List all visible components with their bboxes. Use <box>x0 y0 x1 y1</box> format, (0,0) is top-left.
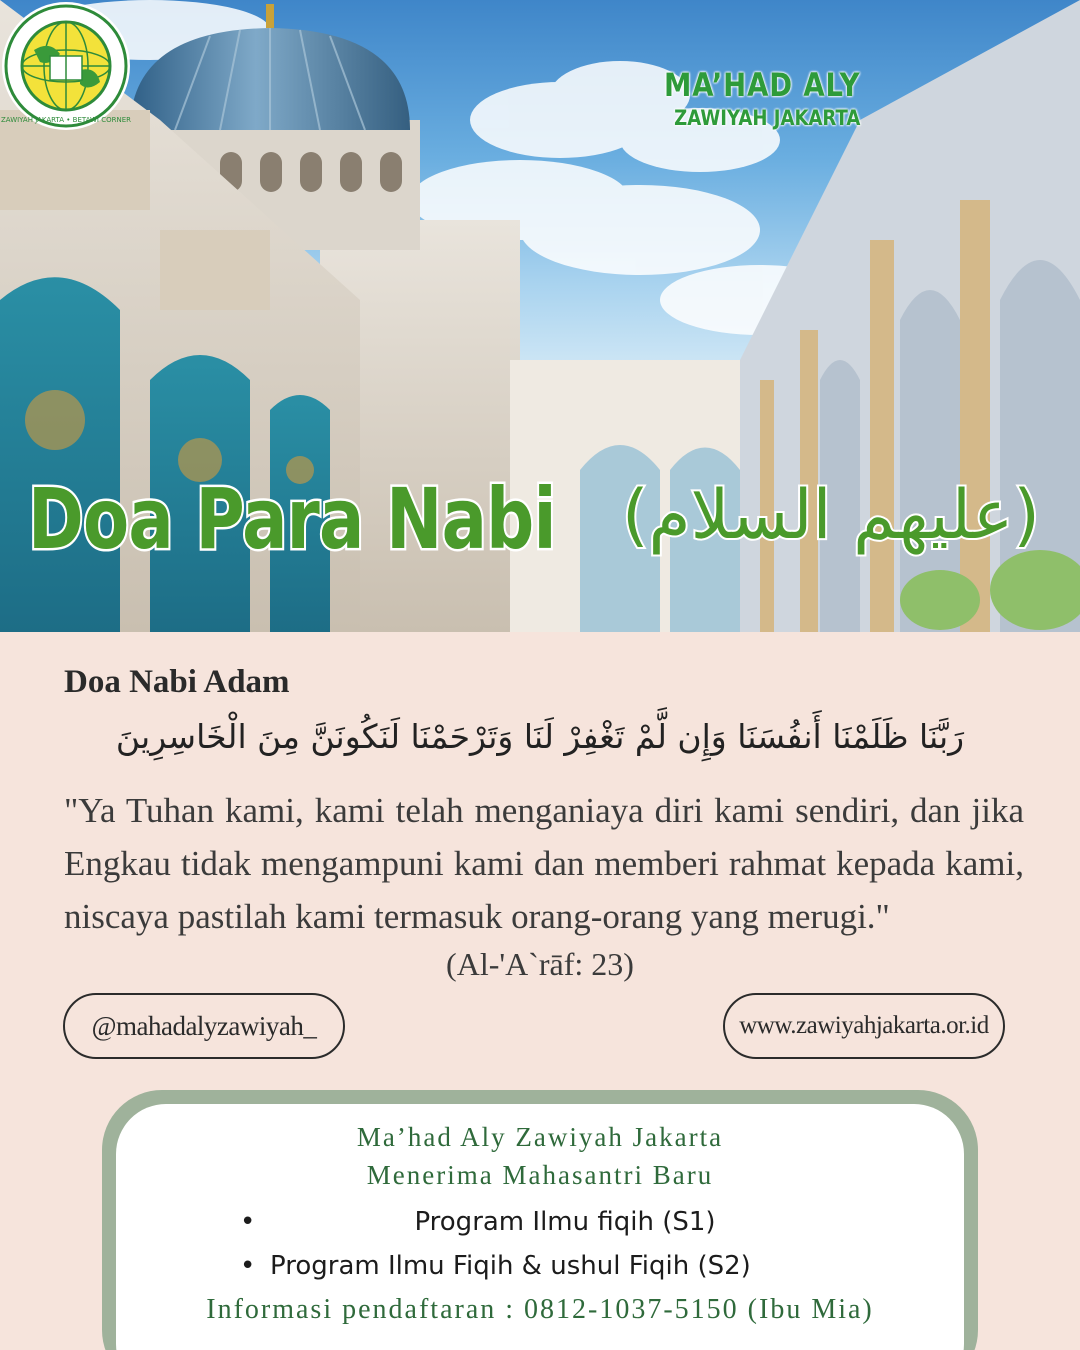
registration-announcement: Menerima Mahasantri Baru <box>366 1160 714 1190</box>
brand-line-1: MA’HAD ALY <box>663 66 860 104</box>
registration-org <box>116 1118 964 1194</box>
registration-contact-info: Informasi pendaftaran : 0812-1037-5150 (Ibu Mia) <box>206 1294 874 1325</box>
doa-arabic-verse: رَبَّنَا ظَلَمْنَا أَنفُسَنَا وَإِن لَّمْ تَغْفِرْ لَنَا وَتَرْحَمْنَا لَنَكُونَنَّ مِنَ الْخَاسِرِينَ <box>115 717 965 756</box>
globe-book-logo-icon <box>0 0 132 132</box>
program-item-s2: • Program Ilmu Fiqih & ushul Fiqih (S2) <box>240 1248 860 1292</box>
headline-arabic: (عليهم السلام) <box>622 476 1040 555</box>
website-link[interactable]: www.zawiyahjakarta.or.id <box>723 993 1005 1059</box>
page-headline <box>28 470 1068 590</box>
headline-title: Doa Para Nabi <box>28 470 556 568</box>
doa-reference: (Al-'A`rāf: 23) <box>446 946 634 982</box>
program-item-s1: • Program Ilmu fiqih (S1) <box>240 1204 860 1248</box>
doa-title: Doa Nabi Adam <box>64 664 290 700</box>
instagram-handle-link[interactable]: @mahadalyzawiyah_ <box>63 993 345 1059</box>
hero-banner <box>0 0 1080 632</box>
svg-text:ZAWIYAH JAKARTA • BETAWI CORNE: ZAWIYAH JAKARTA • BETAWI CORNER <box>1 116 131 124</box>
brand-line-2: ZAWIYAH JAKARTA <box>673 106 860 130</box>
registration-org-name: Ma’had Aly Zawiyah Jakarta <box>356 1122 724 1152</box>
brand-name <box>632 66 860 130</box>
program-list <box>240 1204 860 1292</box>
doa-translation: "Ya Tuhan kami, kami telah menganiaya diri kami sendiri, dan jika Engkau tidak mengampuni kami dan memberi rahmat kepada kami, niscaya pastilah kami termasuk orang-orang yang merugi." <box>64 791 1024 936</box>
